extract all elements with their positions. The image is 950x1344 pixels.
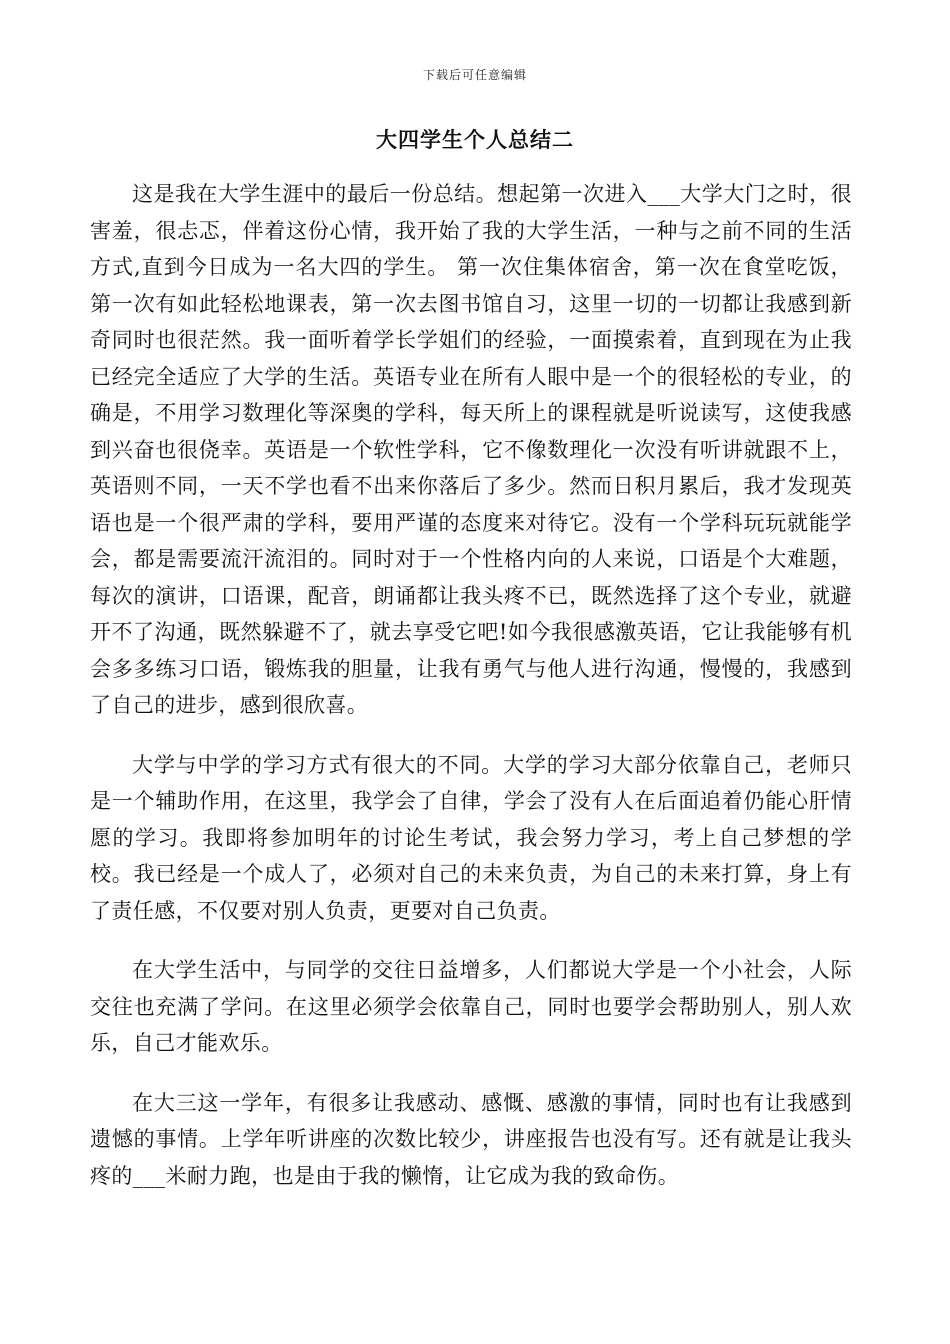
paragraph-2: 大学与中学的学习方式有很大的不同。大学的学习大部分依靠自己，老师只是一个辅助作用，在这里，我学会了自律，学会了没有人在后面追着仍能心肝情愿的学习。我即将参加明年的讨论生考试，我会努力学习，考上自己梦想的学校。我已经是一个成人了，必须对自己的未来负责，为自己的未来打算，身上有了责任感，不仅要对别人负责，更要对自己负责。	[90, 752, 852, 923]
document-title: 大四学生个人总结二	[376, 127, 574, 152]
paragraph-3: 在大学生活中，与同学的交往日益增多，人们都说大学是一个小社会，人际交往也充满了学问。在这里必须学会依靠自己，同时也要学会帮助别人，别人欢乐，自己才能欢乐。	[90, 958, 852, 1055]
paragraph-4: 在大三这一学年，有很多让我感动、感慨、感激的事情，同时也有让我感到遗憾的事情。上学年听讲座的次数比较少，讲座报告也没有写。还有就是让我头疼的___米耐力跑，也是由于我的懒惰，让它成为我的致命伤。	[90, 1090, 852, 1188]
page-header-note: 下载后可任意编辑	[422, 68, 527, 82]
document-body	[90, 176, 852, 1217]
paragraph-1: 这是我在大学生涯中的最后一份总结。想起第一次进入___大学大门之时，很害羞，很忐忑，伴着这份心情，我开始了我的大学生活，一种与之前不同的生活方式,直到今日成为一名大四的学生。 第一次住集体宿舍，第一次在食堂吃饭，第一次有如此轻松地课表，第一次去图书馆自习，这里一切的一切都让我感到新奇同时也很茫然。我一面听着学长学姐们的经验，一面摸索着，直到现在为止我已经完全适应了大学的生活。英语专业在所有人眼中是一个的很轻松的专业，的确是，不用学习数理化等深奥的学科，每天所上的课程就是听说读写，这使我感到兴奋也很侥幸。英语是一个软性学科，它不像数理化一次没有听讲就跟不上，英语则不同，一天不学也看不出来你落后了多少。然而日积月累后，我才发现英语也是一个很严肃的学科，要用严谨的态度来对待它。没有一个学科玩玩就能学会，都是需要流汗流泪的。同时对于一个性格内向的人来说，口语是个大难题，每次的演讲，口语课，配音，朗诵都让我头疼不已，既然选择了这个专业，就避开不了沟通，既然躲避不了，就去享受它吧!如今我很感激英语，它让我能够有机会多多练习口语，锻炼我的胆量，让我有勇气与他人进行沟通，慢慢的，我感到了自己的进步，感到很欣喜。	[90, 182, 852, 717]
